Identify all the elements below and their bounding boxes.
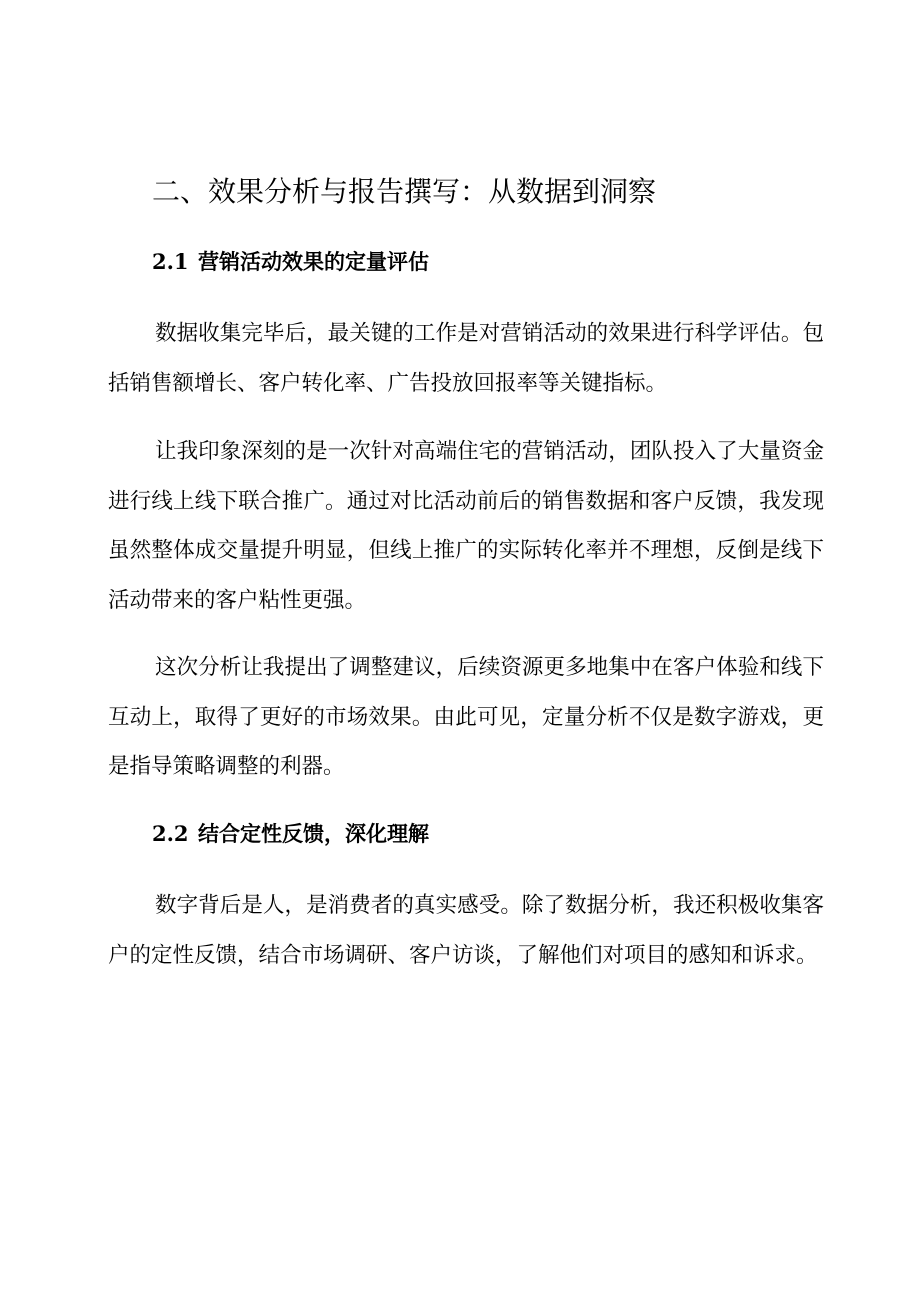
- paragraph: 数字背后是人，是消费者的真实感受。除了数据分析，我还积极收集客户的定性反馈，结合市场调研、客户访谈，了解他们对项目的感知和诉求。: [108, 893, 824, 968]
- section-title: 结合定性反馈，深化理解: [198, 821, 429, 846]
- section-title: 营销活动效果的定量评估: [198, 249, 429, 274]
- section-heading-2-1: [152, 246, 852, 278]
- section-heading-2-2: [152, 818, 852, 850]
- section-number: 2.1: [152, 249, 189, 274]
- chapter-heading: 二、效果分析与报告撰写：从数据到洞察: [152, 175, 657, 208]
- paragraph: 数据收集完毕后，最关键的工作是对营销活动的效果进行科学评估。包括销售额增长、客户转化率、广告投放回报率等关键指标。: [108, 321, 824, 396]
- paragraph: 这次分析让我提出了调整建议，后续资源更多地集中在客户体验和线下互动上，取得了更好的市场效果。由此可见，定量分析不仅是数字游戏，更是指导策略调整的利器。: [108, 655, 824, 779]
- paragraph: 让我印象深刻的是一次针对高端住宅的营销活动，团队投入了大量资金进行线上线下联合推广。通过对比活动前后的销售数据和客户反馈，我发现虽然整体成交量提升明显，但线上推广的实际转化率并不理想，反倒是线下活动带来的客户粘性更强。: [108, 439, 824, 613]
- section-number: 2.2: [152, 821, 189, 846]
